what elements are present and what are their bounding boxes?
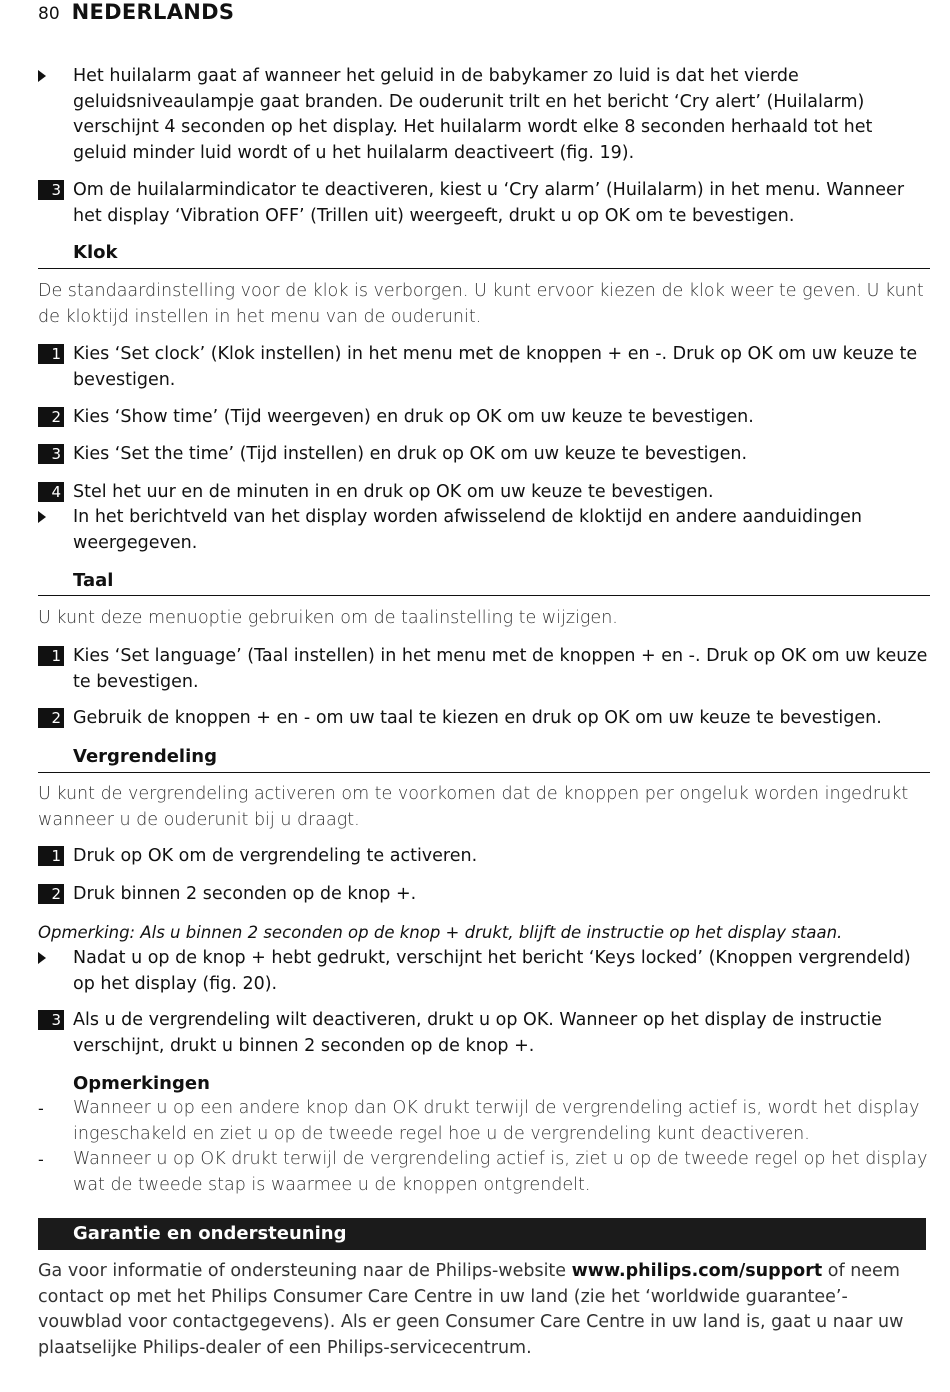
taal-step-1: 1 Kies ‘Set language’ (Taal instellen) in het menu met de knoppen + en -. Druk op OK om uw keuze te bevestigen. xyxy=(38,644,930,695)
bullet-icon xyxy=(38,952,46,964)
taal-step-2: 2 Gebruik de knoppen + en - om uw taal te kiezen en druk op OK om uw keuze te bevestigen. xyxy=(38,706,930,732)
step-number: 2 xyxy=(38,884,64,904)
support-url: www.philips.com/support xyxy=(571,1261,823,1281)
page-header xyxy=(38,0,234,30)
section-divider xyxy=(38,772,930,773)
section-heading-taal: Taal xyxy=(73,570,114,591)
remarks-heading: Opmerkingen xyxy=(73,1073,210,1094)
vergrendeling-intro: U kunt de vergrendeling activeren om te voorkomen dat de knoppen per ongeluk worden ingedrukt wanneer u de ouderunit bij u draagt. xyxy=(38,784,909,830)
taal-intro: U kunt deze menuoptie gebruiken om de taalinstelling te wijzigen. xyxy=(38,608,618,628)
dash-marker: - xyxy=(38,1099,44,1118)
language-title: NEDERLANDS xyxy=(71,0,235,24)
cry-step-3: 3 Om de huilalarmindicator te deactiveren, kiest u ‘Cry alarm’ (Huilalarm) in het menu. Wanneer het display ‘Vibration OFF’ (Trillen uit) weergeeft, drukt u op OK om te bevestigen. xyxy=(38,178,930,229)
section-heading-vergrendeling: Vergrendeling xyxy=(73,746,217,767)
step-number: 3 xyxy=(38,180,64,200)
dash-marker: - xyxy=(38,1150,44,1169)
bullet-icon xyxy=(38,511,46,523)
vergrendeling-bullet: Nadat u op de knop + hebt gedrukt, verschijnt het bericht ‘Keys locked’ (Knoppen vergrendeld) op het display (fig. 20). xyxy=(38,946,930,997)
vergrendeling-step-2: 2 Druk binnen 2 seconden op de knop +. xyxy=(38,882,930,908)
support-paragraph: Ga voor informatie of ondersteuning naar de Philips-website www.philips.com/support of neem contact op met het Philips Consumer Care Centre in uw land (zie het ‘worldwide guarantee’-vouwblad voor contactgegevens). Als er geen Consumer Care Centre in uw land is, gaat u naar uw plaatselijke Philips-dealer of een Philips-servicecentrum. xyxy=(38,1261,904,1358)
bullet-icon xyxy=(38,70,46,82)
remark-item: - Wanneer u op een andere knop dan OK drukt terwijl de vergrendeling actief is, wordt het display ingeschakeld en ziet u op de tweede regel hoe u de vergrendeling kunt deactiveren. xyxy=(38,1098,920,1144)
intro-bullet: Het huilalarm gaat af wanneer het geluid in de babykamer zo luid is dat het vierde geluidsniveaulampje gaat branden. De ouderunit trilt en het bericht ‘Cry alert’ (Huilalarm) verschijnt 4 seconden op het display. Het huilalarm wordt elke 8 seconden herhaald tot het geluid minder luid wordt of u het huilalarm deactiveert (fig. 19). xyxy=(38,64,930,166)
step-number: 2 xyxy=(38,708,64,728)
step-number: 1 xyxy=(38,846,64,866)
page-number: 80 xyxy=(38,4,60,24)
vergrendeling-step-1: 1 Druk op OK om de vergrendeling te activeren. xyxy=(38,844,930,870)
klok-intro: De standaardinstelling voor de klok is verborgen. U kunt ervoor kiezen de klok weer te geven. U kunt de kloktijd instellen in het menu van de ouderunit. xyxy=(38,281,924,327)
step-number: 4 xyxy=(38,482,64,502)
klok-step-4: 4 Stel het uur en de minuten in en druk op OK om uw keuze te bevestigen. xyxy=(38,480,930,506)
section-divider xyxy=(38,268,930,269)
section-heading-klok: Klok xyxy=(73,242,118,263)
step-number: 3 xyxy=(38,444,64,464)
klok-step-3: 3 Kies ‘Set the time’ (Tijd instellen) en druk op OK om uw keuze te bevestigen. xyxy=(38,442,930,468)
step-number: 1 xyxy=(38,646,64,666)
step-number: 1 xyxy=(38,344,64,364)
section-divider xyxy=(38,595,930,596)
remark-item: - Wanneer u op OK drukt terwijl de vergrendeling actief is, ziet u op de tweede regel op het display wat de tweede stap is waarmee u de knoppen ontgrendelt. xyxy=(38,1149,928,1195)
section-banner-garantie: Garantie en ondersteuning xyxy=(38,1218,926,1250)
klok-step-1: 1 Kies ‘Set clock’ (Klok instellen) in het menu met de knoppen + en -. Druk op OK om uw keuze te bevestigen. xyxy=(38,342,930,393)
klok-bullet: In het berichtveld van het display worden afwisselend de kloktijd en andere aanduidingen weergegeven. xyxy=(38,505,930,556)
step-number: 2 xyxy=(38,407,64,427)
klok-step-2: 2 Kies ‘Show time’ (Tijd weergeven) en druk op OK om uw keuze te bevestigen. xyxy=(38,405,930,431)
vergrendeling-note: Opmerking: Als u binnen 2 seconden op de knop + drukt, blijft de instructie op het display staan. xyxy=(38,923,843,942)
step-number: 3 xyxy=(38,1010,64,1030)
vergrendeling-step-3: 3 Als u de vergrendeling wilt deactiveren, drukt u op OK. Wanneer op het display de instructie verschijnt, drukt u binnen 2 seconden op de knop +. xyxy=(38,1008,930,1059)
